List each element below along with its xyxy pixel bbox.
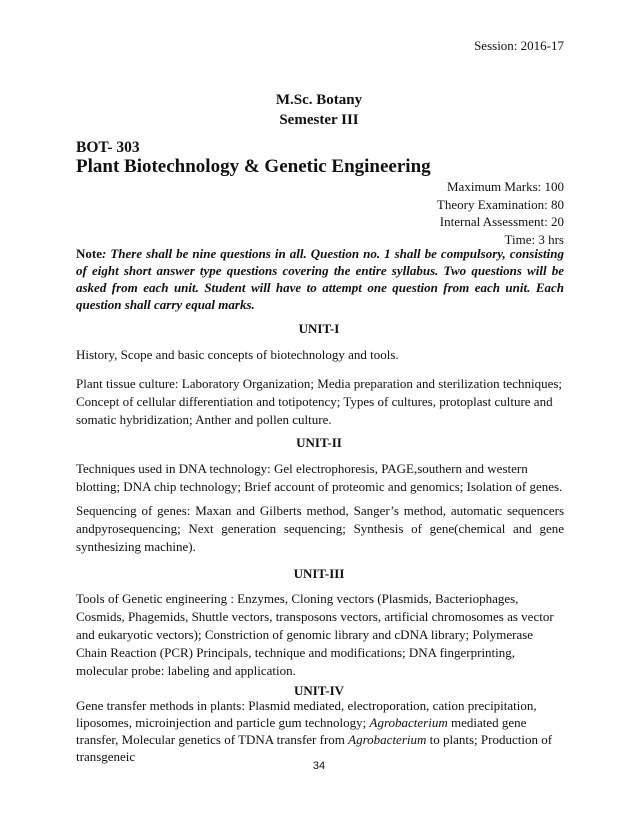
- unit-3-paragraph-1: Tools of Genetic engineering : Enzymes, Cloning vectors (Plasmids, Bacteriophages, Cosmids, Phagemids, Shuttle vectors, transposons vectors, artificial chromosomes as vector and eukaryotic vectors); Constriction of genomic library and cDNA library; Polymerase Chain Reaction (PCR) Principals, technique and modifications; DNA fingerprinting, molecular probe: labeling and application.: [76, 591, 554, 678]
- unit-2-heading: UNIT-II: [296, 435, 342, 450]
- unit-3-heading: UNIT-III: [293, 566, 345, 581]
- unit-4-text-c: to plants; Production of transgeneic: [76, 732, 553, 764]
- unit-4-paragraph-1: [76, 697, 564, 765]
- max-marks: Maximum Marks: 100: [447, 179, 564, 194]
- unit-1-paragraph-1: History, Scope and basic concepts of biotechnology and tools.: [76, 347, 399, 362]
- program-header: [0, 90, 638, 130]
- marks-block: [437, 178, 564, 248]
- internal-marks: Internal Assessment: 20: [439, 214, 564, 229]
- unit-2-paragraph-1: Techniques used in DNA technology: Gel electrophoresis, PAGE,southern and western blotting; DNA chip technology; Brief account of proteomic and genomics; Isolation of genes.: [76, 461, 563, 494]
- session-label: Session: 2016-17: [474, 38, 564, 53]
- note-text: : There shall be nine questions in all. Question no. 1 shall be compulsory, consisting of eight short answer type questions covering the entire syllabus. Two questions will be asked from each unit. Student will have to attempt one question from each unit. Each question shall carry equal marks.: [76, 246, 564, 312]
- unit-1-paragraph-2: Plant tissue culture: Laboratory Organization; Media preparation and sterilization techniques; Concept of cellular differentiation and totipotency; Types of cultures, protoplast culture and somatic hybridization; Anther and pollen culture.: [76, 376, 563, 427]
- page-number: 34: [312, 760, 326, 772]
- unit-2-paragraph-2: Sequencing of genes: Maxan and Gilberts method, Sanger’s method, automatic sequencers andpyrosequencing; Next generation sequencing; Synthesis of gene(chemical and gene synthesizing machine).: [76, 503, 564, 554]
- unit-4-text-b: mediated gene transfer, Molecular genetics of TDNA transfer from: [76, 715, 527, 747]
- exam-note: [76, 245, 564, 313]
- semester-title: Semester III: [279, 112, 359, 128]
- exam-time: Time: 3 hrs: [504, 231, 564, 247]
- unit-1-heading: UNIT-I: [298, 321, 340, 336]
- unit-4-heading: UNIT-IV: [293, 683, 345, 698]
- agrobacterium-term-1: Agrobacterium: [369, 715, 448, 730]
- course-title: Plant Biotechnology & Genetic Engineering: [76, 156, 431, 177]
- theory-marks: Theory Examination: 80: [436, 196, 564, 212]
- degree-title: M.Sc. Botany: [275, 92, 363, 108]
- unit-4-text-a: Gene transfer methods in plants: Plasmid mediated, electroporation, cation precipitation, liposomes, microinjection and particle gum technology;: [76, 698, 537, 730]
- course-code: BOT- 303: [76, 139, 140, 156]
- note-label: Note: [76, 246, 102, 261]
- agrobacterium-term-2: Agrobacterium: [348, 732, 427, 747]
